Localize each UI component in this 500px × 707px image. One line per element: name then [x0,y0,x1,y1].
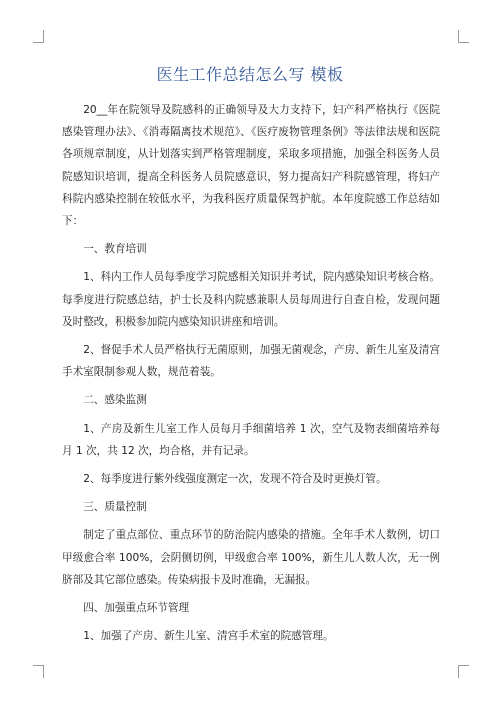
crop-mark-top-right [458,30,469,43]
crop-mark-top-left [33,30,44,43]
section-heading-education: 一、教育培训 [83,243,147,256]
paragraph: 制定了重点部位、重点环节的防治院内感染的措施。全年手术人数例，切口甲级愈合率 100%，会阴侧切例，甲级愈合率 100%，新生儿人数人次，无一例脐部及其它部位感染。传染病报卡及时准确，无漏报。 [62,529,440,586]
document-body [62,99,440,653]
section-heading-key-links: 四、加强重点环节管理 [83,602,190,615]
section-heading-quality: 三、质量控制 [83,501,147,514]
paragraph: 2、每季度进行紫外线强度测定一次，发现不符合及时更换灯管。 [83,473,387,486]
crop-mark-bottom-left [33,665,44,678]
intro-paragraph: 20__年在院领导及院感科的正确领导及大力支持下，妇产科严格执行《医院感染管理办法》、《消毒隔离技术规范》、《医疗废物管理条例》等法律法规和医院各项规章制度，从计划落实到严格管理制度，采取多项措施，加强全科医务人员院感知识培训，提高全科医务人员院感意识，努力提高妇产科院感管理，将妇产科院内感染控制在较低水平，为我科医疗质量保驾护航。本年度院感工作总结如下： [62,104,440,228]
crop-mark-bottom-right [458,665,469,678]
document-title: 医生工作总结怎么写 模板 [156,65,344,84]
paragraph: 1、产房及新生儿室工作人员每月手细菌培养 1 次，空气及物表细菌培养每月 1 次，共 12 次，均合格，并有记录。 [62,422,440,457]
section-heading-monitoring: 二、感染监测 [83,394,147,407]
paragraph: 2、督促手术人员严格执行无菌原则，加强无菌观念，产房、新生儿室及清宫手术室限制参观人数，规范着装。 [62,344,440,379]
paragraph: 1、科内工作人员每季度学习院感相关知识并考试，院内感染知识考核合格。每季度进行院感总结，护士长及科内院感兼职人员每周进行自查自检，发现问题及时整改，积极参加院内感染知识讲座和培训。 [62,271,440,328]
paragraph: 1、加强了产房、新生儿室、清宫手术室的院感管理。 [83,630,334,643]
